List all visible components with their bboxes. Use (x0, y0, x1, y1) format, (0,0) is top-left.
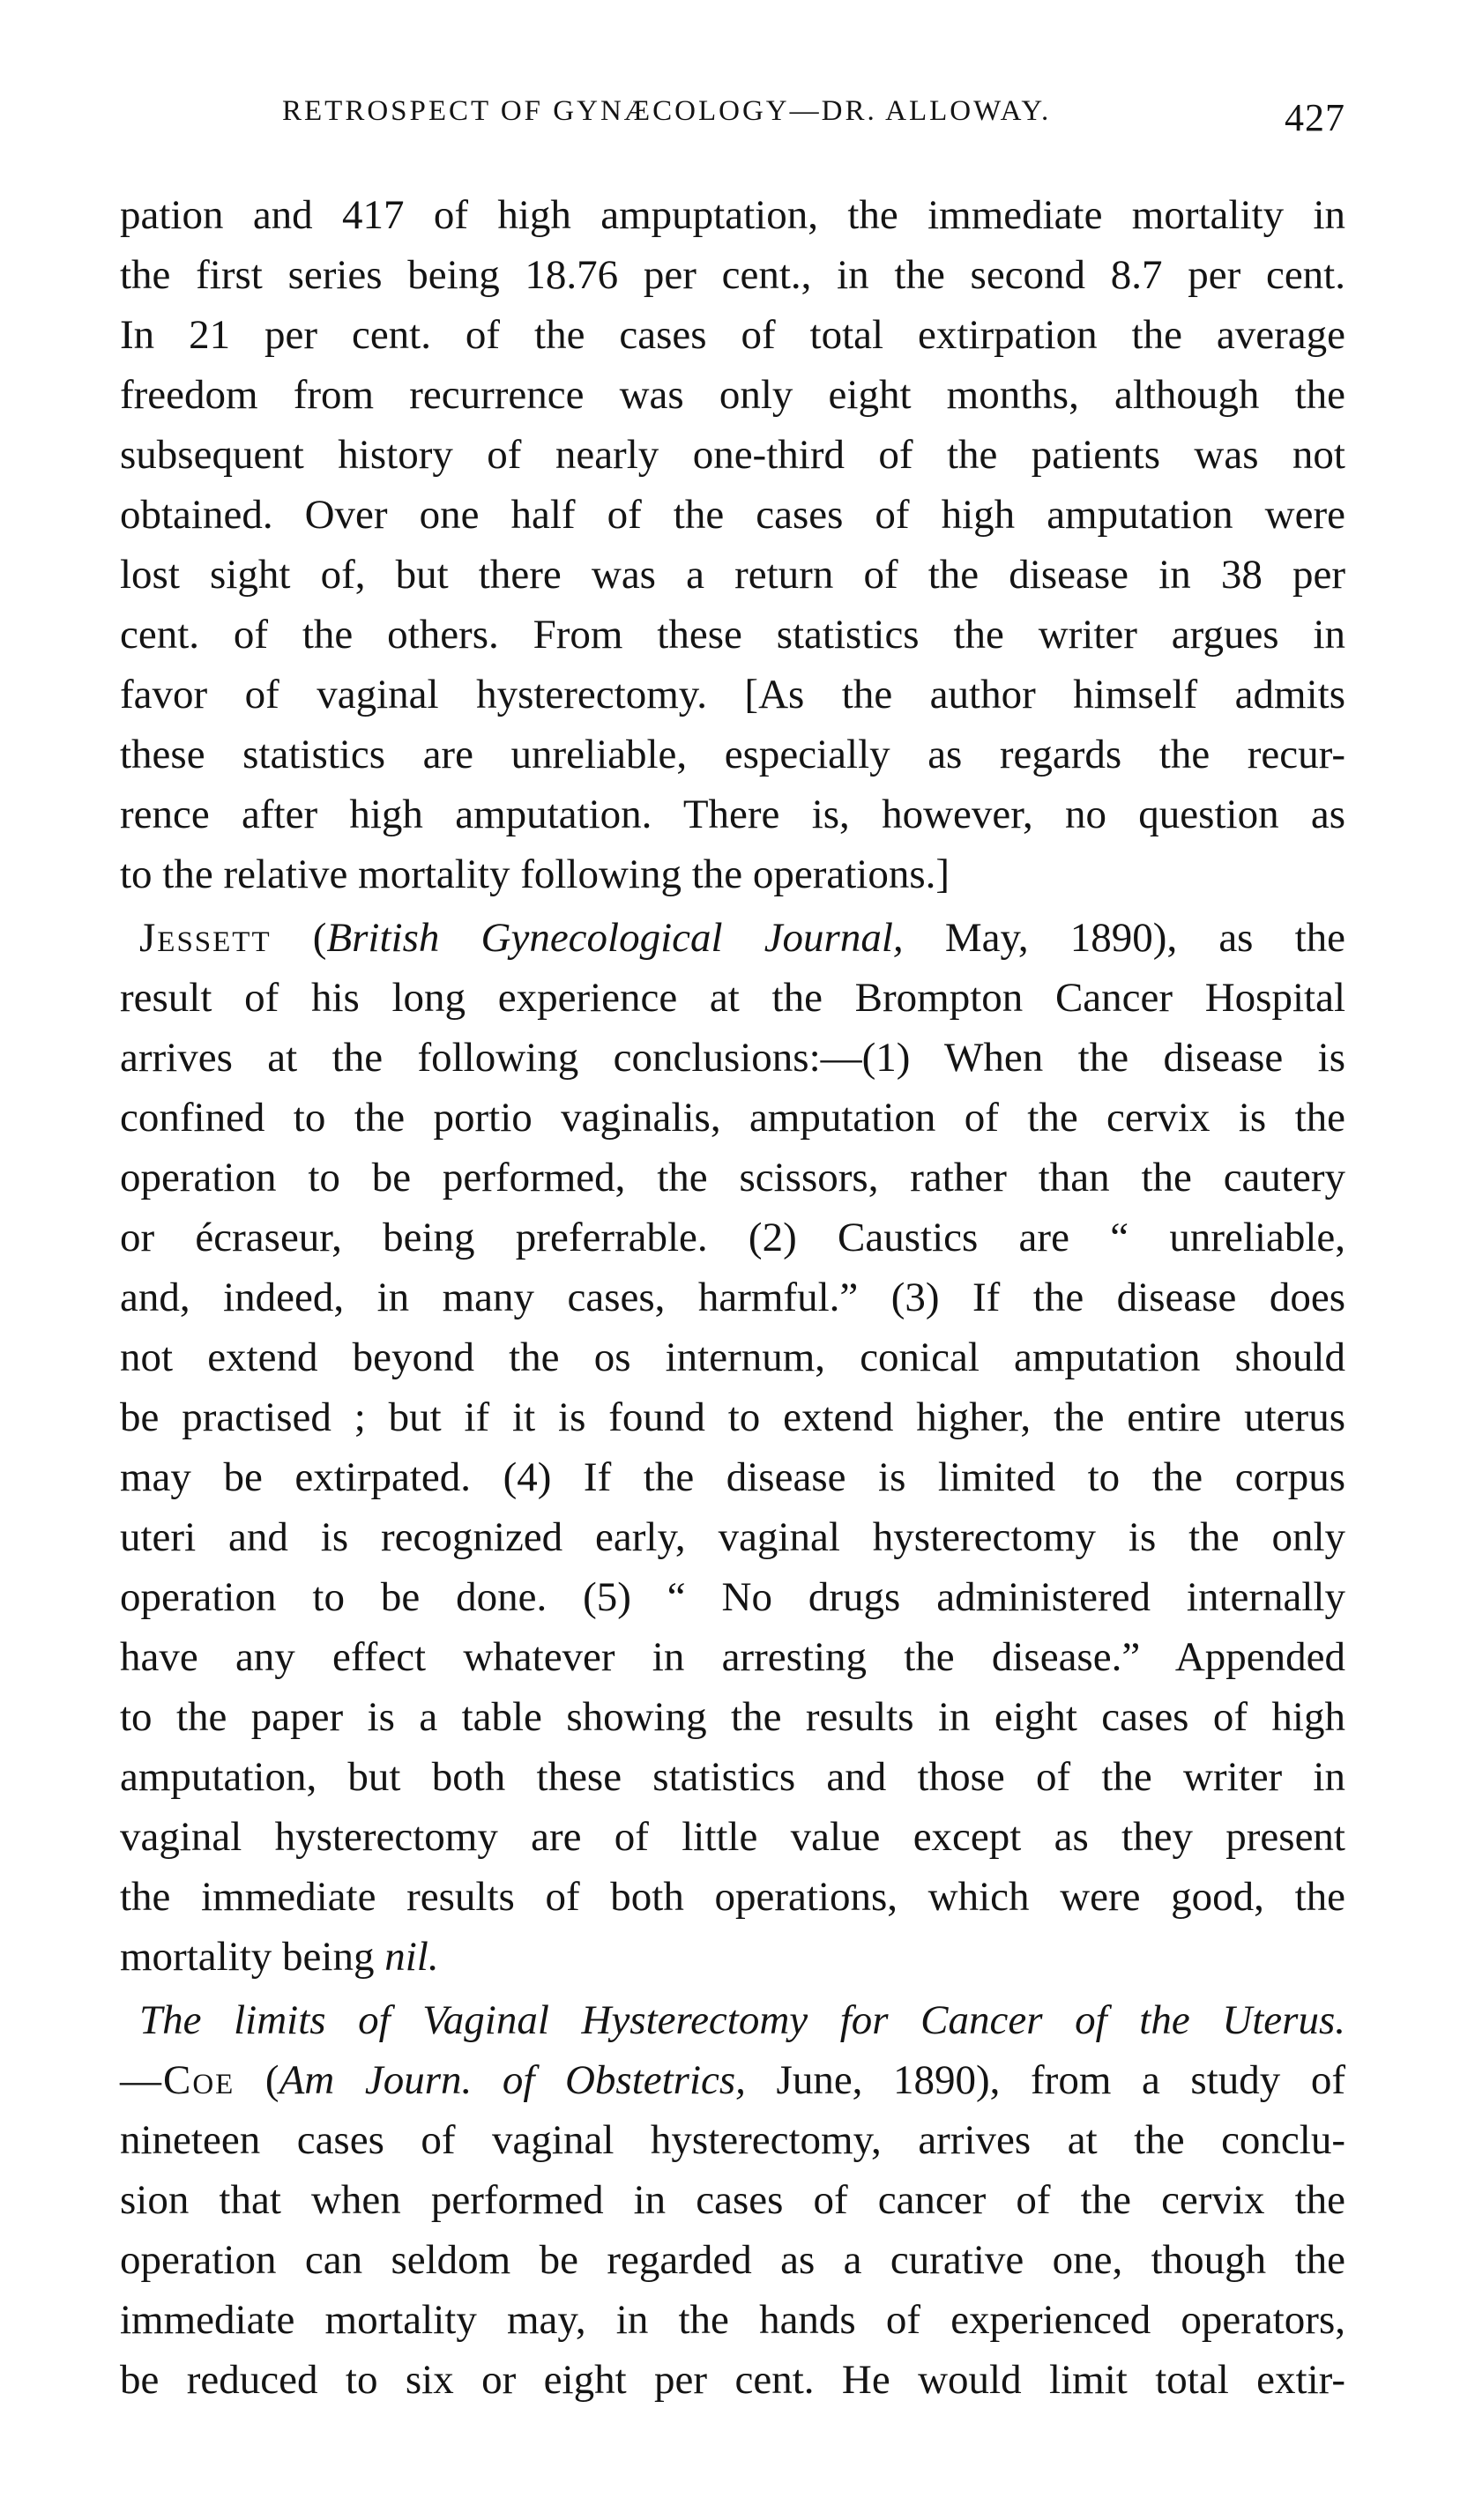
text-line: nineteen cases of vaginal hysterectomy, arrives at the conclu- (120, 2117, 1345, 2163)
text-line: the first series being 18.76 per cent., in the second 8.7 per cent. (120, 252, 1345, 298)
text-line: In 21 per cent. of the cases of total extirpation the average (120, 312, 1345, 358)
text-line: confined to the portio vaginalis, amputation of the cervix is the (120, 1095, 1345, 1141)
text-fragment: mortality being (120, 1934, 375, 1980)
journal-citation: British Gynecological Journal, (326, 915, 904, 961)
text-line (120, 1927, 1345, 1987)
journal-citation: Am Journ. of Obstetrics, (279, 2057, 746, 2103)
paragraph (120, 185, 1345, 904)
text-line: freedom from recurrence was only eight months, although the (120, 372, 1345, 418)
text-line: to the relative mortality following the operations.] (120, 851, 950, 897)
text-fragment: May, 1890), as the (944, 915, 1346, 961)
text-line: to the paper is a table showing the results in eight cases of high (120, 1694, 1345, 1740)
text-line: rence after high amputation. There is, however, no question as (120, 792, 1345, 837)
text-line: uteri and is recognized early, vaginal hysterectomy is the only (120, 1514, 1345, 1560)
text-line: the immediate results of both operations, which were good, the (120, 1874, 1345, 1920)
text-line: operation to be done. (5) “ No drugs administered internally (120, 1574, 1345, 1620)
text-line: vaginal hysterectomy are of little value except as they present (120, 1814, 1345, 1860)
text-line: subsequent history of nearly one-third of the patients was not (120, 432, 1345, 478)
text-fragment: June, 1890), from a study of (776, 2057, 1346, 2103)
text-line: immediate mortality may, in the hands of experienced operators, (120, 2297, 1345, 2343)
text-line: have any effect whatever in arresting the disease.” Appended (120, 1634, 1345, 1680)
paragraph (120, 1990, 1345, 2410)
text-line: lost sight of, but there was a return of the disease in 38 per (120, 552, 1345, 598)
author-name: Jessett (139, 915, 272, 961)
running-title: RETROSPECT OF GYNÆCOLOGY—DR. ALLOWAY. (282, 95, 1052, 127)
text-line: —Coe (Am Journ. of Obstetrics, June, 1890), from a study of (120, 2057, 1346, 2103)
text-line: not extend beyond the os internum, conical amputation should (120, 1334, 1345, 1380)
running-head (115, 95, 1345, 148)
text-line: sion that when performed in cases of cancer of the cervix the (120, 2177, 1345, 2223)
text-line: or écraseur, being preferrable. (2) Caustics are “ unreliable, (120, 1215, 1345, 1260)
section-title: The limits of Vaginal Hysterectomy for Cancer of the Uterus. (139, 1997, 1345, 2043)
text-line: amputation, but both these statistics and those of the writer in (120, 1754, 1345, 1800)
text-line: may be extirpated. (4) If the disease is limited to the corpus (120, 1454, 1345, 1500)
text-line: operation can seldom be regarded as a curative one, though the (120, 2237, 1345, 2283)
text-line: operation to be performed, the scissors, rather than the cautery (120, 1155, 1345, 1201)
italic-word: nil. (384, 1934, 439, 1980)
paragraph (120, 908, 1345, 1987)
body-text (120, 185, 1345, 2410)
text-line: pation and 417 of high ampuptation, the immediate mortality in (120, 192, 1345, 238)
author-name: —Coe (120, 2057, 235, 2103)
text-line: these statistics are unreliable, especially as regards the recur- (120, 732, 1345, 777)
text-line: be practised ; but if it is found to extend higher, the entire uterus (120, 1394, 1345, 1440)
text-line: be reduced to six or eight per cent. He would limit total extir- (120, 2357, 1345, 2403)
text-line: Jessett (British Gynecological Journal, May, 1890), as the (139, 915, 1346, 961)
text-line: result of his long experience at the Brompton Cancer Hospital (120, 975, 1345, 1021)
text-line: and, indeed, in many cases, harmful.” (3) If the disease does (120, 1275, 1345, 1320)
text-line: obtained. Over one half of the cases of high amputation were (120, 492, 1345, 538)
text-line: favor of vaginal hysterectomy. [As the author himself admits (120, 672, 1345, 717)
text-line: arrives at the following conclusions:—(1) When the disease is (120, 1035, 1345, 1081)
text-line: cent. of the others. From these statistics the writer argues in (120, 612, 1345, 658)
page-number: 427 (1285, 96, 1345, 139)
